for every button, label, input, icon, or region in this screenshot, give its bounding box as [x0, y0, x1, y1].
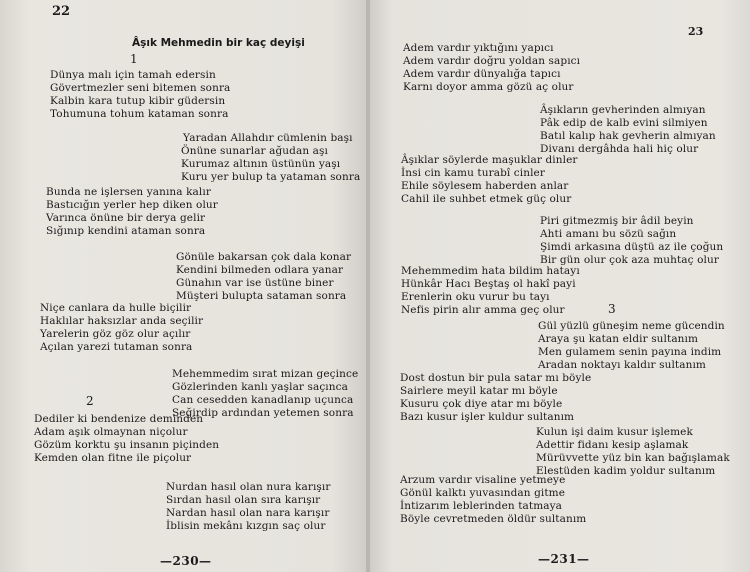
verse-line: Can cesedden kanadlanıp uçunca — [172, 394, 354, 406]
verse-line: Bastıcığın yerler hep diken olur — [46, 199, 218, 211]
verse-line: Batıl kalıp hak gevherin almıyan — [540, 130, 716, 142]
verse-line: Gül yüzlü güneşim neme gücendin — [538, 320, 725, 332]
verse-line: Bazı kusur işler kuldur sultanım — [400, 411, 575, 423]
verse-line: Erenlerin oku vurur bu tayı — [401, 291, 550, 303]
verse-line: Adem vardır doğru yoldan sapıcı — [403, 55, 581, 67]
verse-line: Karnı doyor amma gözü aç olur — [403, 81, 574, 93]
verse-line: İblisin mekânı kızgın saç olur — [166, 520, 326, 532]
verse-line: Araya şu katan eldir sultanım — [538, 333, 699, 345]
verse-line: Kuru yer bulup ta yataman sonra — [181, 171, 361, 183]
verse-line: Ahti amanı bu sözü sağın — [540, 228, 677, 240]
verse-line: Adam aşık olmaynan niçolur — [34, 426, 188, 438]
verse-line: Arzum vardır visaline yetmeye — [400, 474, 566, 486]
verse-line: Sairlere meyil katar mı böyle — [400, 385, 558, 397]
poem-title: Âşık Mehmedin bir kaç deyişi — [132, 37, 305, 49]
verse-line: Böyle cevretmeden öldür sultanım — [400, 513, 587, 525]
verse-line: Niçe canlara da hulle biçilir — [40, 302, 192, 314]
verse-line: Kendini bilmeden odlara yanar — [176, 264, 344, 276]
verse-line: Piri gitmezmiş bir âdil beyin — [540, 215, 694, 227]
verse-line: Kulun işi daim kusur işlemek — [536, 426, 693, 438]
verse-line: Pâk edip de kalb evini silmiyen — [540, 117, 708, 129]
verse-line: Günahın var ise üstüne biner — [176, 277, 334, 289]
section-number-1: 1 — [130, 52, 138, 66]
verse-line: Mehemmedim sırat mizan geçince — [172, 368, 359, 380]
verse-line: Önüne sunarlar ağudan aşı — [181, 145, 328, 157]
verse-line: Sığınıp kendini ataman sonra — [46, 225, 206, 237]
verse-line: Aradan noktayı kaldır sultanım — [538, 359, 706, 371]
verse-line: Yarelerin göz göz olur açılır — [40, 328, 191, 340]
left-page — [0, 0, 368, 572]
verse-line: Mehemmedim hata bildim hatayı — [401, 265, 580, 277]
verse-line: Kusuru çok diye atar mı böyle — [400, 398, 563, 410]
verse-line: Elestüden kadim yoldur sultanım — [536, 465, 716, 477]
verse-line: Gönül kalktı yuvasından gitme — [400, 487, 566, 499]
verse-line: Nurdan hasıl olan nura karışır — [166, 481, 331, 493]
verse-line: Açılan yarezi tutaman sonra — [40, 341, 193, 353]
verse-line: Adem vardır yıktığını yapıcı — [403, 42, 554, 54]
verse-line: Men gulamem senin payına indim — [538, 346, 722, 358]
verse-line: Âşıklar söylerde maşuklar dinler — [401, 154, 578, 166]
right-running-page-number: 23 — [688, 25, 704, 38]
verse-line: Sırdan hasıl olan sıra karışır — [166, 494, 321, 506]
verse-line: Seğirdip ardından yetemen sonra — [172, 407, 354, 419]
verse-line: Gözlerinden kanlı yaşlar saçınca — [172, 381, 348, 393]
verse-line: Tohumuna tohum kataman sonra — [50, 108, 229, 120]
verse-line: Nefis pirin alır amma geç olur — [401, 304, 565, 316]
verse-line: Divanı dergâhda hali hiç olur — [540, 143, 699, 155]
verse-line: Nardan hasıl olan nara karışır — [166, 507, 330, 519]
verse-line: Müşteri bulupta sataman sonra — [176, 290, 347, 302]
verse-line: Dünya malı için tamah edersin — [50, 69, 216, 81]
right-page — [370, 0, 750, 572]
section-number-3: 3 — [608, 302, 616, 316]
verse-line: Dost dostun bir pula satar mı böyle — [400, 372, 592, 384]
verse-line: Kemden olan fitne ile piçolur — [34, 452, 192, 464]
verse-line: Dediler ki bendenize deminden — [34, 413, 204, 425]
verse-line: Bir gün olur çok aza muhtaç olur — [540, 254, 719, 266]
verse-line: Gönüle bakarsan çok dala konar — [176, 251, 352, 263]
verse-line: Adettir fidanı kesip aşlamak — [536, 439, 689, 451]
verse-line: İntizarım leblerinden tatmaya — [400, 500, 562, 512]
verse-line: Kurumaz altının üstünün yaşı — [181, 158, 341, 170]
right-folio: —231— — [538, 552, 590, 566]
left-folio: —230— — [160, 554, 212, 568]
left-running-page-number: 22 — [52, 4, 71, 19]
verse-line: Gözüm korktu şu insanın piçinden — [34, 439, 220, 451]
verse-line: Mürüvvette yüz bin kan bağışlamak — [536, 452, 730, 464]
verse-line: Ehile söylesem haberden anlar — [401, 180, 569, 192]
verse-line: Kalbin kara tutup kibir güdersin — [50, 95, 226, 107]
verse-line: Varınca önüne bir derya gelir — [46, 212, 206, 224]
verse-line: Adem vardır dünyalığa tapıcı — [403, 68, 561, 80]
verse-line: Hünkâr Hacı Beştaş ol hakî payi — [401, 278, 576, 290]
verse-line: Cahil ile suhbet etmek güç olur — [401, 193, 572, 205]
section-number-2: 2 — [86, 394, 94, 408]
verse-line: Gövertmezler seni bitemen sonra — [50, 82, 231, 94]
verse-line: İnsi cin kamu turabî cinler — [401, 167, 545, 179]
verse-line: Âşıkların gevherinden almıyan — [540, 104, 706, 116]
verse-line: Bunda ne işlersen yanına kalır — [46, 186, 211, 198]
verse-line: Haklılar haksızlar anda seçilir — [40, 315, 204, 327]
verse-line: Yaradan Allahdır cümlenin başı — [183, 132, 353, 144]
verse-line: Şimdi arkasına düştü az ile çoğun — [540, 241, 724, 253]
